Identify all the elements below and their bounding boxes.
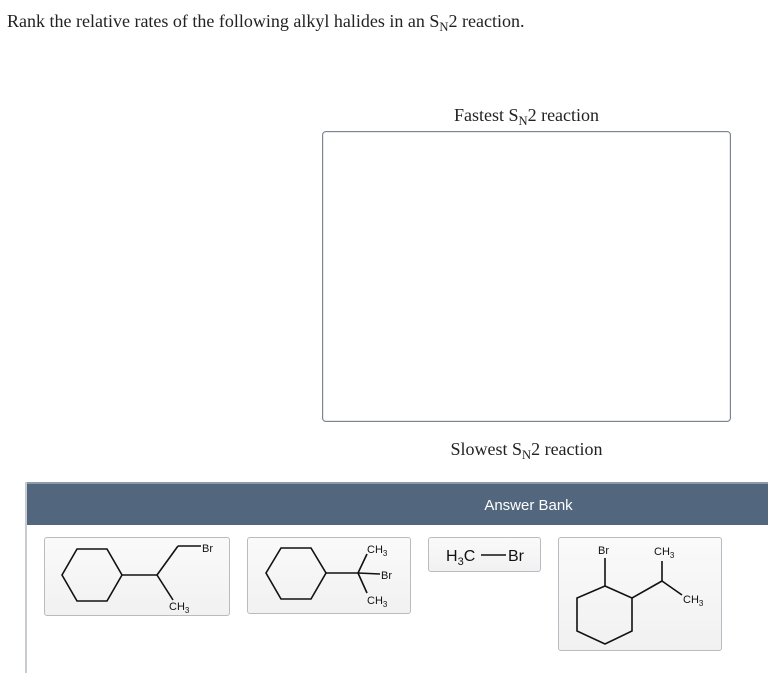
ch3-label: $CH_3$ [169, 601, 190, 615]
structure-drawing [248, 538, 412, 615]
br-label: Br [202, 543, 213, 555]
structure-drawing [45, 538, 231, 617]
answer-tile-4[interactable] [558, 537, 722, 651]
fastest-label: Fastest $S_N2$ reaction [453, 105, 600, 129]
ch3-top-label: $CH_3$ [654, 546, 675, 560]
structure-drawing [429, 538, 542, 573]
answer-tile-1[interactable] [44, 537, 230, 616]
structure-drawing [559, 538, 723, 652]
br-label: Br [508, 548, 524, 565]
answer-tile-3[interactable] [428, 537, 541, 572]
answer-bank-title: Answer Bank [484, 497, 573, 514]
ch3-bottom-label: $CH_3$ [367, 595, 388, 609]
ranking-drop-zone[interactable] [322, 131, 731, 422]
ch3-top-label: $CH_3$ [367, 544, 388, 558]
br-label: Br [598, 545, 609, 557]
answer-bank-header [27, 482, 768, 525]
question-text: Rank the relative rates of the following alkyl halides in an $S_N2$ reaction. [7, 11, 525, 35]
br-label: Br [381, 570, 392, 582]
answer-tile-2[interactable] [247, 537, 411, 614]
slowest-label: Slowest $S_N2$ reaction [450, 439, 603, 463]
h3c-label: $H_3C$ [446, 548, 476, 568]
ch3-right-label: $CH_3$ [683, 594, 704, 608]
